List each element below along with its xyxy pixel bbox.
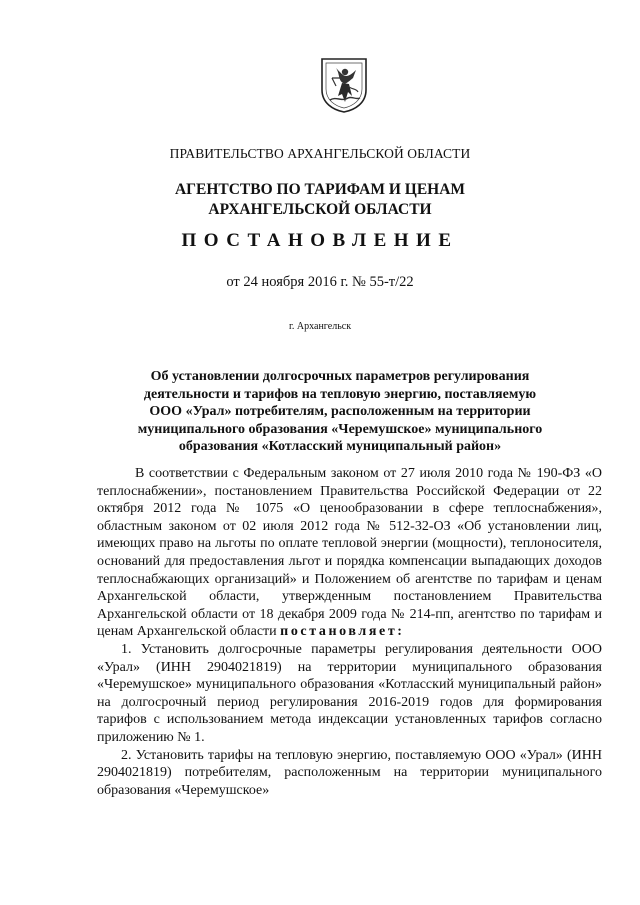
document-date-number: от 24 ноября 2016 г. № 55-т/22 xyxy=(226,274,414,290)
agency-heading-line-1: АГЕНТСТВО ПО ТАРИФАМ И ЦЕНАМ xyxy=(174,181,466,198)
title-line-4: муниципального образования «Черемушское» муниципального xyxy=(137,421,543,437)
point-2-paragraph: 2. Установить тарифы на тепловую энергию, поставляемую ООО «Урал» (ИНН 2904021819) потребителям, расположенным на территории муниципального образования «Черемушское» xyxy=(97,747,602,798)
agency-heading-line-2: АРХАНГЕЛЬСКОЙ ОБЛАСТИ xyxy=(208,201,432,218)
point-1-paragraph: 1. Установить долгосрочные параметры регулирования деятельности ООО «Урал» (ИНН 2904021819) на территории муниципального образования «Черемушское» муниципального образования «Котласский муниципальный район» на долгосрочный период регулирования 2016-2019 годов для формирования тарифов с использованием метода индексации установленных тарифов согласно приложению № 1. xyxy=(97,641,602,745)
resolves-word: постановляет: xyxy=(280,624,405,640)
title-line-5: образования «Котласский муниципальный район» xyxy=(178,439,502,455)
document-title xyxy=(120,368,560,456)
coat-of-arms-icon xyxy=(318,56,370,114)
document-type: ПОСТАНОВЛЕНИЕ xyxy=(181,230,459,251)
preamble-text: В соответствии с Федеральным законом от 27 июля 2010 года № 190-ФЗ «О теплоснабжении», постановлением Правительства Российской Федерации от 22 октября 2012 года № 1075 «О ценообразовании в сфере теплоснабжения», областным законом от 02 июля 2012 года № 512-32-ОЗ «Об установлении лиц, имеющих право на льготы по оплате тепловой энергии (мощности), теплоносителя, оснований для предоставления льгот и порядка компенсации выпадающих доходов теплоснабжающих организаций» и Положением об агентстве по тарифам и ценам Архангельской области, утвержденным постановлением Правительства Архангельской области от 18 декабря 2009 года № 214-пп, агентство по тарифам и ценам Архангельской области xyxy=(97,466,602,640)
agency-heading xyxy=(0,180,640,220)
title-line-1: Об установлении долгосрочных параметров регулирования xyxy=(150,369,530,384)
title-line-3: ООО «Урал» потребителям, расположенным на территории xyxy=(149,404,531,420)
document-body xyxy=(97,465,602,799)
government-heading: ПРАВИТЕЛЬСТВО АРХАНГЕЛЬСКОЙ ОБЛАСТИ xyxy=(169,146,471,161)
document-city: г. Архангельск xyxy=(288,321,352,332)
preamble-paragraph xyxy=(97,465,602,641)
title-line-2: деятельности и тарифов на тепловую энергию, поставляемую xyxy=(143,386,537,402)
